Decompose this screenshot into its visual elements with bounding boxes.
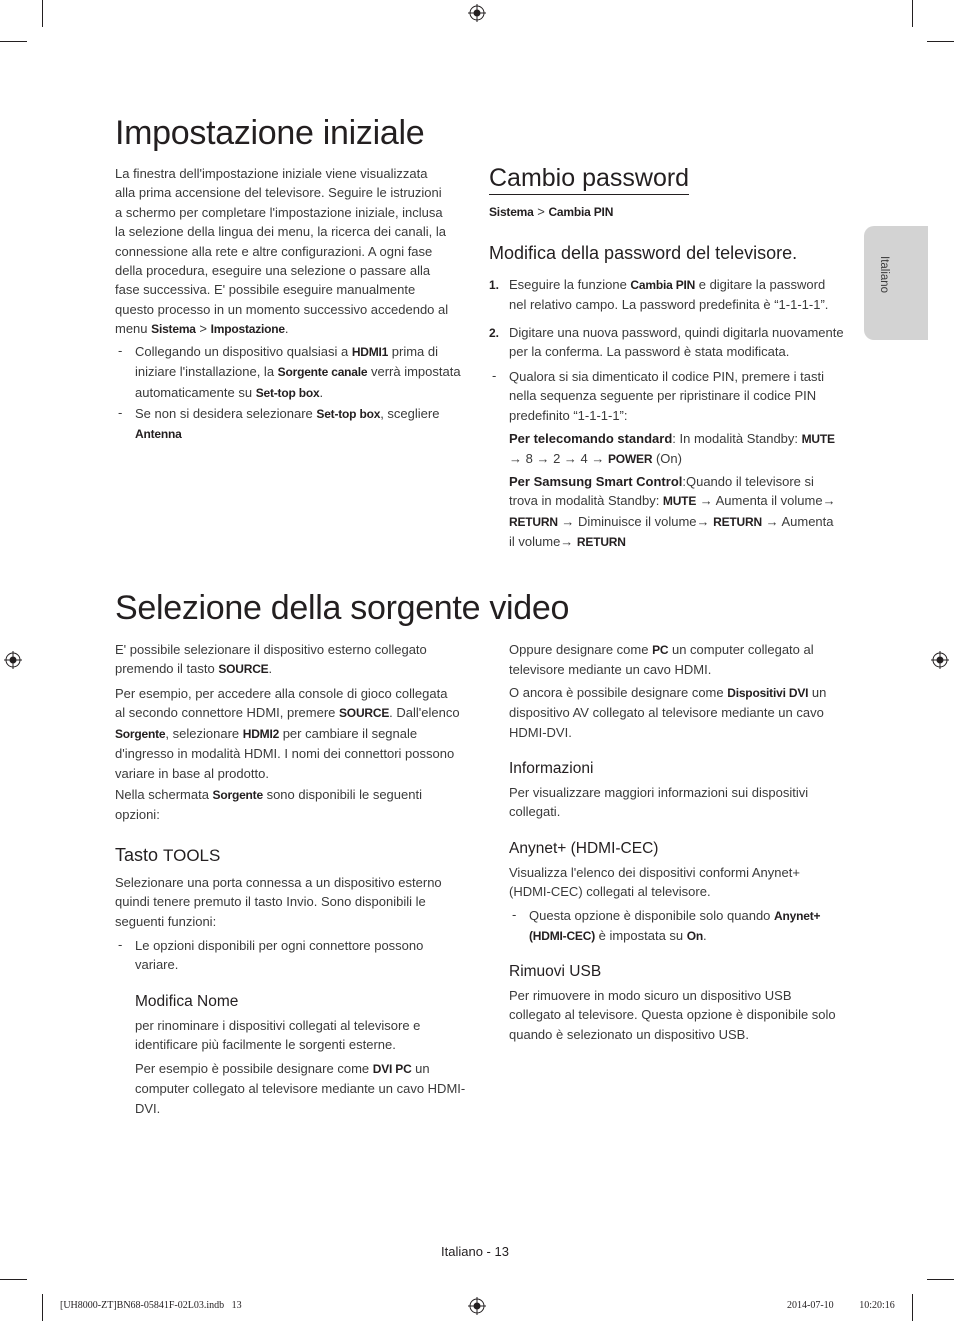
subtitle-tools-key: Tasto TOOLS [115,845,221,865]
file-info: [UH8000-ZT]BN68-05841F-02L03.indb 13 [60,1300,242,1311]
initial-setup-note-hdmi1: Collegando un dispositivo qualsiasi a HDMI1 prima di iniziare l'installazione, la Sorgente canale verrà impostata automaticamente su Set-top box. [135,344,461,400]
reset-smart-control: Per Samsung Smart Control:Quando il televisore si trova in modalità Standby: MUTE → Aumenta il volume→ RETURN → Diminuisce il volume→ RETURN → Aumenta il volume→ RETURN [509,474,836,550]
print-timestamp: 2014-07-10 ￿￿ 10:20:16 [787,1300,895,1311]
note-dash: - [492,368,497,383]
crop-mark [912,1294,913,1321]
step-number: 2. [489,326,500,340]
section-title-initial-setup: Impostazione iniziale [115,114,425,152]
remove-usb-description: Per rimuovere in modo sicuro un dispositivo USB collegato al televisore. Questa opzione è disponibile solo quando è selezionato un dispositivo USB. [509,988,836,1042]
registration-mark-icon [931,651,949,669]
anynet-description: Visualizza l'elenco dei dispositivi conformi Anynet+ (HDMI-CEC) collegati al televisore. [509,865,800,900]
source-p3: Nella schermata Sorgente sono disponibili le seguenti opzioni: [115,787,422,823]
crop-mark [927,41,954,42]
note-dash: - [118,937,123,952]
step-number: 1. [489,278,500,292]
note-dash: - [118,405,123,420]
initial-setup-intro: La finestra dell'impostazione iniziale viene visualizzata alla prima accensione del televisore. Seguire le istruzioni a schermo per completare l'impostazione iniziale, inclusa la selezione della lingua dei menu, la ricerca dei canali, la connessione alla rete e altre configurazioni. A ogni fase della procedura, eseguire una selezione o passare alla fase successiva. E' possibile eseguire manualmente questo processo in un momento successivo accedendo al menu Sistema > Impostazione. [115,166,449,337]
section-title-video-source: Selezione della sorgente video [115,589,570,627]
rename-description: per rinominare i dispositivi collegati al televisore e identificare più facilmente le sorgenti esterne. [135,1018,421,1053]
crop-mark [0,1279,27,1280]
subtitle-rename: Modifica Nome [135,993,239,1010]
language-side-tab-label: Italiano [878,256,890,294]
initial-setup-note-antenna: Se non si desidera selezionare Set-top box, scegliere Antenna [135,406,440,442]
tools-note: Le opzioni disponibili per ogni connettore possono variare. [135,938,424,973]
crop-mark [42,1294,43,1321]
subtitle-remove-usb: Rimuovi USB [509,963,602,980]
source-p1: E' possibile selezionare il dispositivo esterno collegato premendo il tasto SOURCE. [115,642,427,677]
anynet-note: Questa opzione è disponibile solo quando Anynet+ (HDMI-CEC) è impostata su On. [529,908,821,944]
registration-mark-icon [468,4,486,22]
tools-description: Selezionare una porta connessa a un dispositivo esterno quindi tenere premuto il tasto Invio. Sono disponibili le seguenti funzioni: [115,875,442,929]
section-title-change-password: Cambio password [489,164,689,195]
rename-example-dvi: O ancora è possibile designare come Dispositivi DVI un dispositivo AV collegato al televisore mediante un cavo HDMI-DVI. [509,685,827,740]
crop-mark [42,0,43,27]
forgot-pin-note: Qualora si sia dimenticato il codice PIN, premere i tasti nella sequenza seguente per ripristinare il codice PIN predefinito “1-1-1-1”: [509,369,825,423]
source-p2: Per esempio, per accedere alla console di gioco collegata al secondo connettore HDMI, premere SOURCE. Dall'elenco Sorgente, selezionare HDMI2 per cambiare il segnale d'ingresso in modalità HDMI. I nomi dei connettori possono variare in base al prodotto. [115,686,460,781]
reset-standard-remote: Per telecomando standard: In modalità Standby: MUTE → 8 → 2 → 4 → POWER (On) [509,431,835,467]
subtitle-information: Informazioni [509,760,594,777]
subtitle-anynet: Anynet+ (HDMI-CEC) [509,840,659,857]
crop-mark [927,1279,954,1280]
menu-path: Sistema > Cambia PIN [489,204,614,219]
note-dash: - [512,907,517,922]
language-side-tab [864,226,928,340]
subtitle-modify-password: Modifica della password del televisore. [489,243,798,263]
page-number: Italiano - 13 [441,1244,509,1259]
registration-mark-icon [468,1297,486,1315]
rename-example: Per esempio è possibile designare come DVI PC un computer collegato al televisore mediante un cavo HDMI-DVI. [135,1061,466,1116]
step-1: Eseguire la funzione Cambia PIN e digitare la password nel relativo campo. La password predefinita è “1-1-1-1”. [509,277,829,313]
crop-mark [0,41,27,42]
information-description: Per visualizzare maggiori informazioni sui dispositivi collegati. [509,785,809,820]
registration-mark-icon [4,651,22,669]
note-dash: - [118,343,123,358]
crop-mark [912,0,913,27]
step-2: Digitare una nuova password, quindi digitarla nuovamente per la conferma. La password è stata modificata. [509,325,844,360]
rename-example-pc: Oppure designare come PC un computer collegato al televisore mediante un cavo HDMI. [509,642,814,678]
